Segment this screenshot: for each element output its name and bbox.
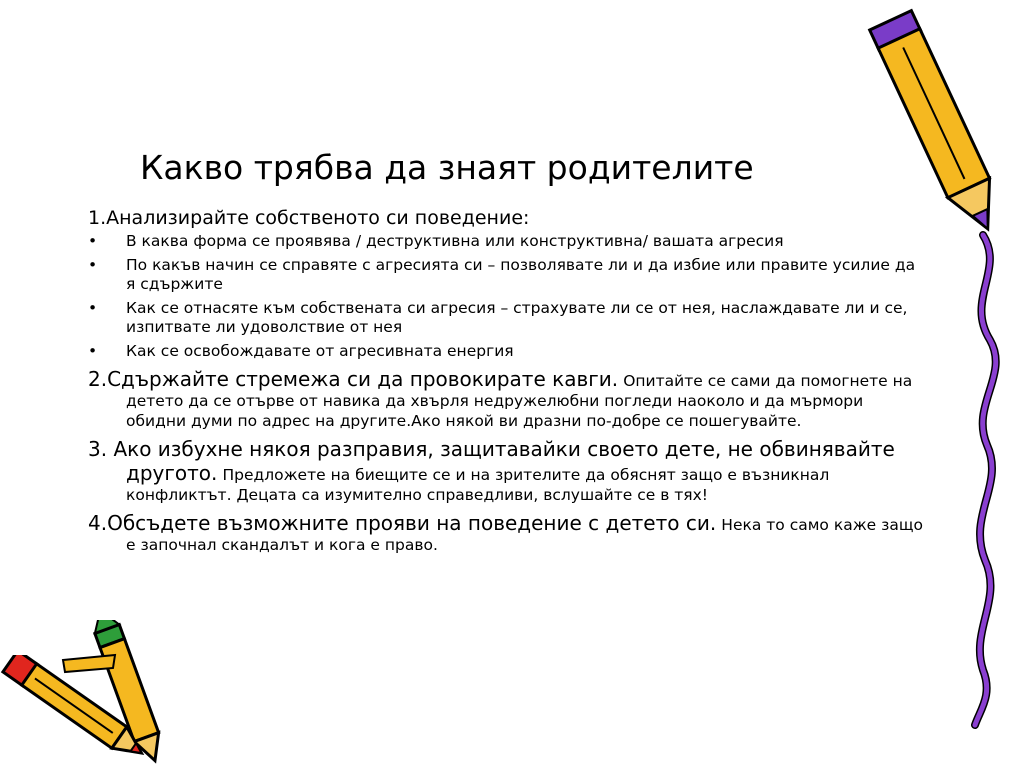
bullet-dot-icon: • <box>88 232 98 250</box>
slide-title: Какво трябва да знаят родителите <box>140 148 754 187</box>
section-4-text: Нека то само каже защо е започнал скандалът и кога е право. <box>126 516 923 554</box>
bullet-item: • Как се отнасяте към собствената си агресия – страхувате ли се от нея, наслаждавате ли и се, изпитвате ли удоволствие от нея <box>88 299 908 336</box>
bullet-item: • Как се освобождавате от агресивната енергия <box>88 342 514 360</box>
bullet-item: • По какъв начин се справяте с агресията си – позволявате ли и да избие или правите усилие да я сдържите <box>88 256 916 293</box>
section-2 <box>88 367 928 431</box>
section-4-heading: 4.Обсъдете възможните прояви на поведение с детето си. <box>88 511 717 535</box>
section-1-bullet-list <box>88 232 928 361</box>
section-3 <box>88 437 928 505</box>
section-2-text: Опитайте се сами да помогнете на детето да се отърве от навика да хвърля недружелюбни погледи наоколо и да мърмори обидни думи по адрес на другите.Ако някой ви дразни по-добре се пошегувайте. <box>126 372 913 430</box>
section-3-text: Предложете на биещите се и на зрителите да обяснят защо е възникнал конфликтът. Децата са изумително справедливи, вслушайте се в тях! <box>126 466 830 504</box>
bullet-item: • В каква форма се проявява / деструктивна или конструктивна/ вашата агресия <box>88 232 784 250</box>
pencil-bottom-left-icon <box>0 655 160 765</box>
section-4 <box>88 511 928 555</box>
bullet-dot-icon: • <box>88 299 98 317</box>
bullet-dot-icon: • <box>88 256 98 274</box>
section-1-heading: 1.Анализирайте собственото си поведение: <box>88 207 530 229</box>
squiggle-line-icon <box>945 230 1020 730</box>
slide-content <box>88 206 928 555</box>
bullet-dot-icon: • <box>88 342 98 360</box>
section-2-heading: 2.Сдържайте стремежа си да провокирате кавги. <box>88 367 619 391</box>
section-3-heading: 3. Ако избухне някоя разправия, защитавайки своето дете, не обвинявайте другото. <box>88 437 895 485</box>
